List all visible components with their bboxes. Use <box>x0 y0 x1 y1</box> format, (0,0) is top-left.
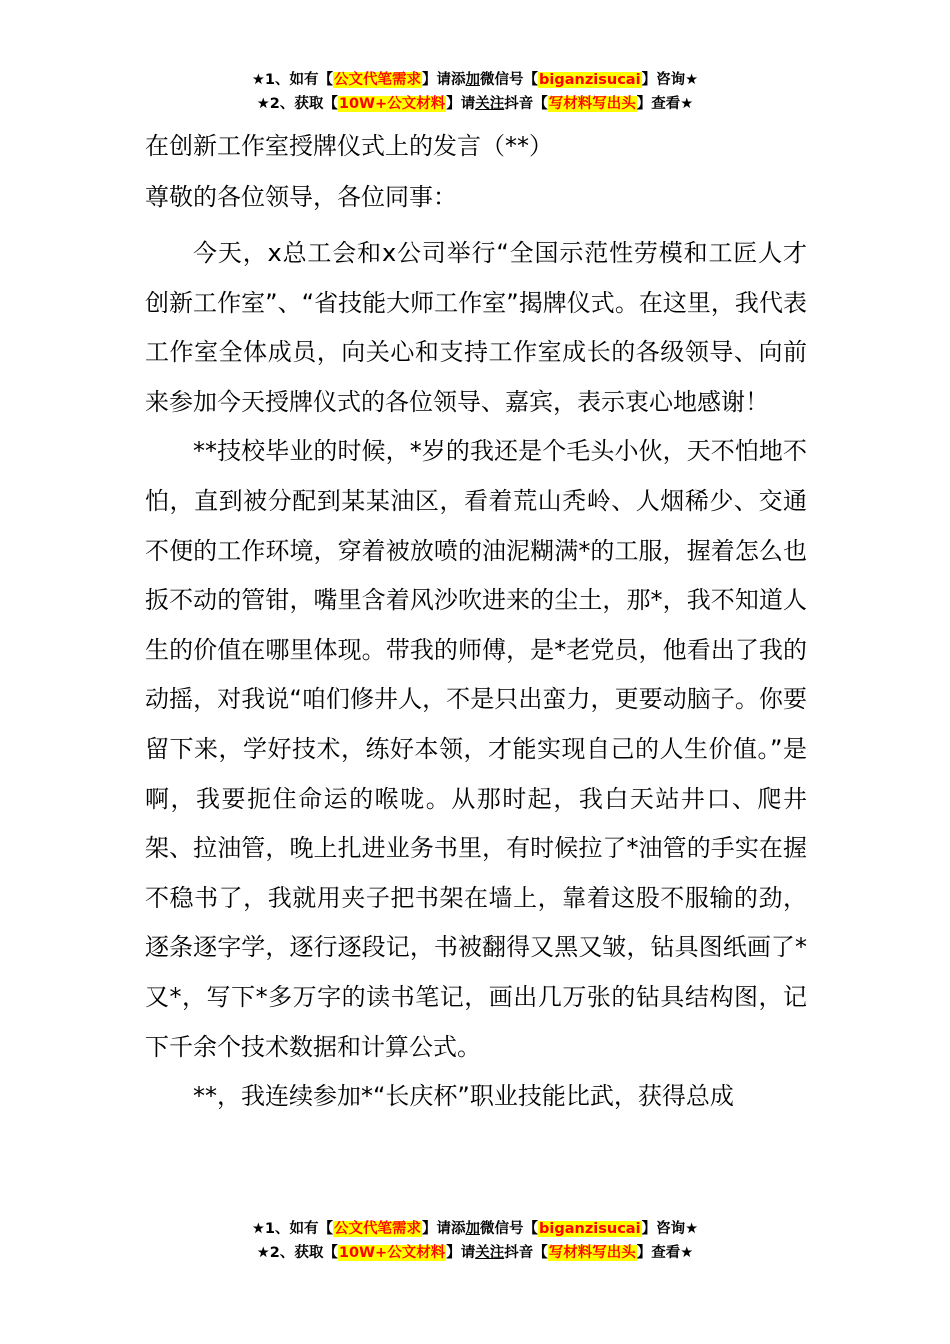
banner-underlined-text: 加 <box>465 72 481 88</box>
paragraph: **技校毕业的时候，*岁的我还是个毛头小伙，天不怕地不怕，直到被分配到某某油区，看着荒山秃岭、人烟稀少、交通不便的工作环境，穿着被放喷的油泥糊满*的工服，握着怎么也扳不动的管钳，嘴里含着风沙吹进来的尘土，那*，我不知道人生的价值在哪里体现。带我的师傅，是*老党员，他看出了我的动摇，对我说“咱们修井人，不是只出蛮力，更要动脑子。你要留下来，学好技术，练好本领，才能实现自己的人生价值。”是啊，我要扼住命运的喉咙。从那时起，我白天站井口、爬井架、拉油管，晚上扎进业务书里，有时候拉了*油管的手实在握不稳书了，我就用夹子把书架在墙上，靠着这股不服输的劲，逐条逐字学，逐行逐段记，书被翻得又黑又皱，钻具图纸画了*又*，写下*多万字的读书笔记，画出几万张的钻具结构图，记下千余个技术数据和计算公式。 <box>145 437 807 1061</box>
banner-highlight: 写材料写出头 <box>548 1245 636 1261</box>
bottom-banner <box>0 1217 950 1265</box>
banner-highlight: 10W+公文材料 <box>338 96 446 112</box>
banner-line-2 <box>0 1241 950 1265</box>
banner-text: 微信号【 <box>480 72 539 88</box>
paragraph: **，我连续参加*“长庆杯”职业技能比武，获得总成 <box>193 1082 734 1111</box>
top-banner <box>0 68 950 116</box>
banner-highlight: 公文代笔需求 <box>334 1221 422 1237</box>
banner-highlight: biganzisucai <box>539 1221 641 1237</box>
banner-highlight: 公文代笔需求 <box>334 72 422 88</box>
banner-text: 】请添 <box>422 1221 466 1237</box>
document-body <box>145 126 807 1122</box>
banner-text: 】咨询★ <box>641 1221 699 1237</box>
banner-text: ★2、获取【 <box>256 1245 338 1261</box>
banner-line-1 <box>0 1217 950 1241</box>
banner-highlight: 写材料写出头 <box>548 96 636 112</box>
paragraph: 今天，x总工会和x公司举行“全国示范性劳模和工匠人才创新工作室”、“省技能大师工作室”揭牌仪式。在这里，我代表工作室全体成员，向关心和支持工作室成长的各级领导、向前来参加今天授牌仪式的各位领导、嘉宾，表示衷心地感谢！ <box>145 239 807 416</box>
banner-highlight: biganzisucai <box>539 72 641 88</box>
document-title: 在创新工作室授牌仪式上的发言（**） <box>145 132 553 160</box>
banner-highlight: 10W+公文材料 <box>338 1245 446 1261</box>
banner-text: ★1、如有【 <box>251 72 334 88</box>
banner-text: 抖音【 <box>504 1245 548 1261</box>
banner-line-2 <box>0 92 950 116</box>
banner-text: ★2、获取【 <box>256 96 338 112</box>
banner-line-1 <box>0 68 950 92</box>
banner-underlined-text: 关注 <box>475 96 505 112</box>
banner-text: 】请 <box>446 96 476 112</box>
banner-text: 】请添 <box>422 72 466 88</box>
banner-underlined-text: 加 <box>465 1221 481 1237</box>
banner-text: 微信号【 <box>480 1221 539 1237</box>
banner-underlined-text: 关注 <box>475 1245 505 1261</box>
banner-text: ★1、如有【 <box>251 1221 334 1237</box>
banner-text: 】查看★ <box>636 1245 694 1261</box>
banner-text: 】咨询★ <box>641 72 699 88</box>
banner-text: 抖音【 <box>504 96 548 112</box>
banner-text: 】请 <box>446 1245 476 1261</box>
salutation: 尊敬的各位领导，各位同事： <box>145 183 457 211</box>
banner-text: 】查看★ <box>636 96 694 112</box>
